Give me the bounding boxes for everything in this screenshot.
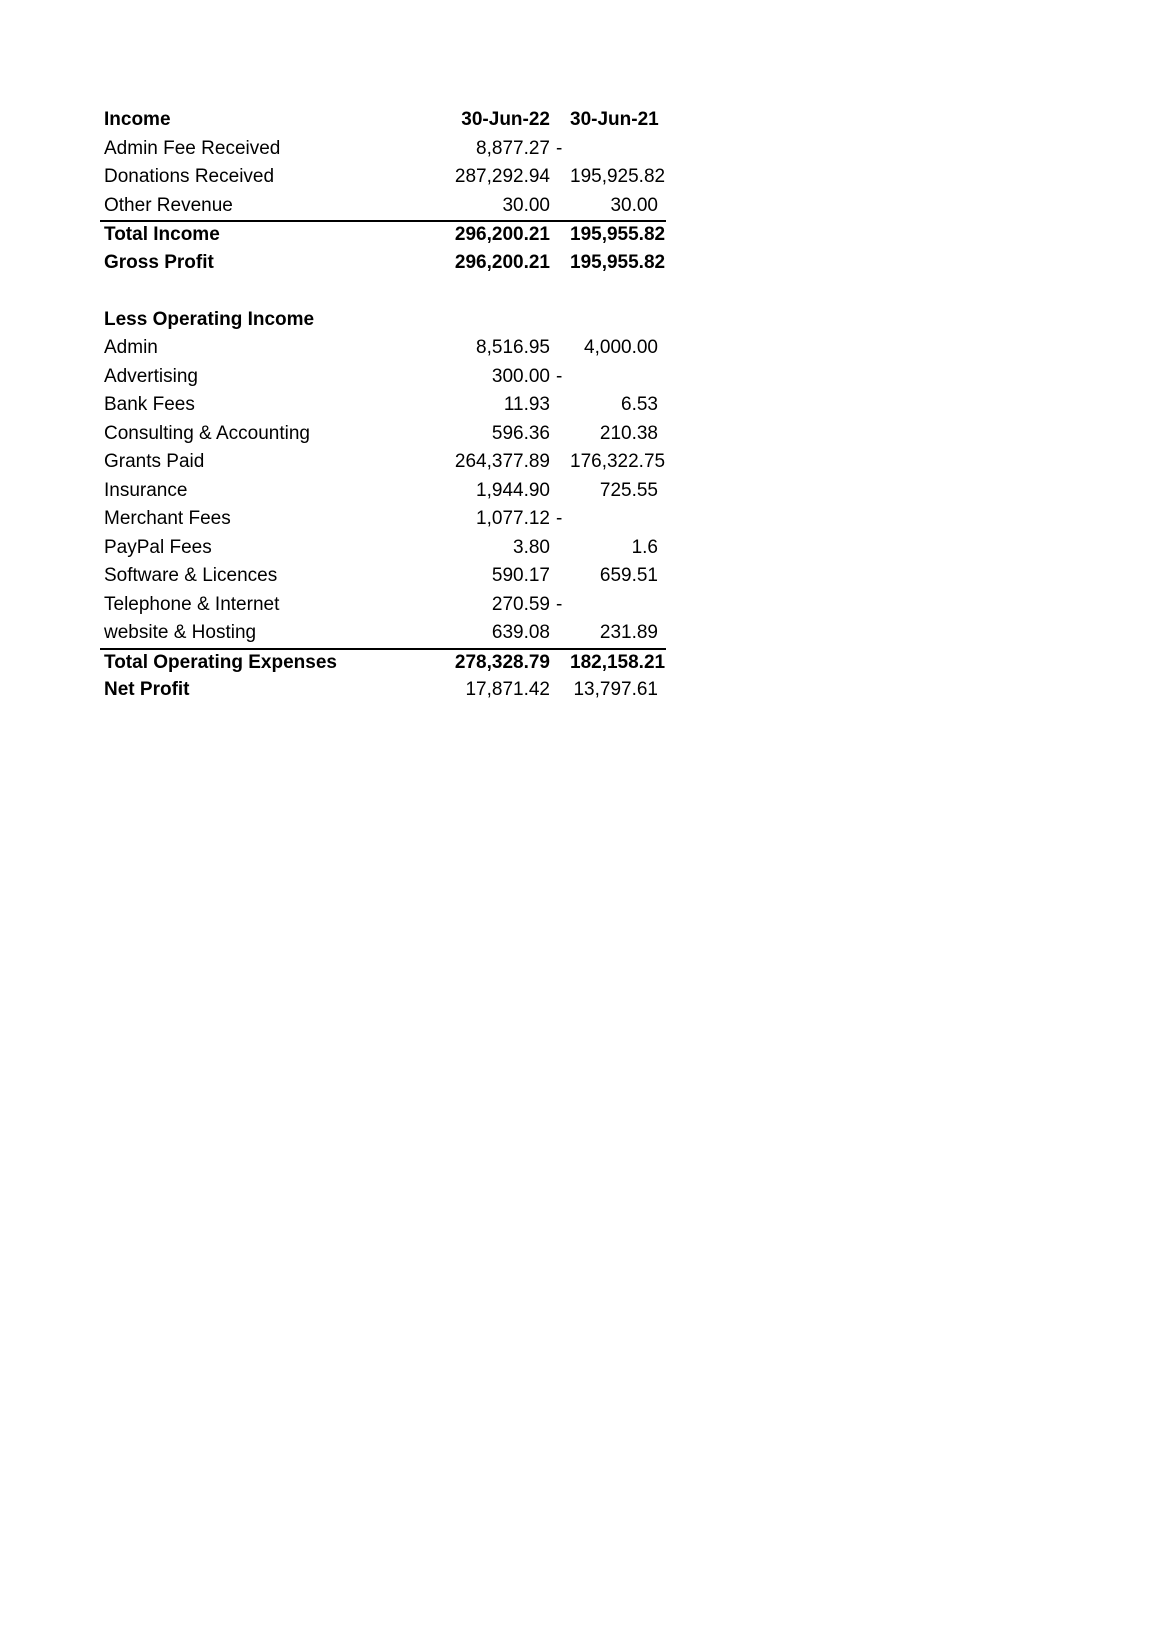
line-item-label: Admin Fee Received (104, 137, 281, 159)
net-profit-2021: 13,797.61 (573, 679, 658, 700)
expense-row (100, 619, 666, 648)
amount-2021: 176,322.75 (570, 451, 666, 472)
expense-row (100, 591, 666, 620)
amount-2021: 725.55 (599, 479, 658, 501)
amount-2022: 3.80 (513, 536, 550, 558)
total-income-2021: 195,955.82 (570, 224, 666, 245)
line-item-label: Advertising (104, 365, 198, 387)
amount-2022: 1,944.90 (476, 479, 550, 501)
column-header-2021: 30-Jun-21 (570, 109, 659, 130)
gross-profit-row (100, 249, 666, 278)
total-expenses-2021: 182,158.21 (570, 651, 666, 673)
amount-2021: 195,925.82 (570, 166, 666, 187)
income-row (100, 135, 666, 164)
gross-profit-2021: 195,955.82 (570, 251, 666, 273)
gross-profit-label: Gross Profit (104, 251, 214, 273)
header-row (100, 106, 666, 135)
net-profit-row (100, 676, 666, 705)
line-item-label: Merchant Fees (104, 508, 231, 529)
line-item-label: Bank Fees (104, 394, 195, 415)
amount-2021: 1.6 (631, 536, 658, 558)
amount-2022: 287,292.94 (454, 166, 550, 187)
amount-2022: 300.00 (491, 365, 550, 387)
amount-2022: 590.17 (491, 565, 550, 586)
amount-2022: 30.00 (502, 194, 550, 216)
gross-profit-2022: 296,200.21 (454, 251, 550, 273)
expense-row (100, 334, 666, 363)
expenses-heading: Less Operating Income (104, 308, 315, 330)
blank-row (100, 277, 666, 306)
line-item-label: PayPal Fees (104, 536, 212, 558)
line-item-label: Consulting & Accounting (104, 422, 310, 444)
amount-2021: 231.89 (599, 622, 658, 643)
nil-marker: - (556, 365, 563, 387)
amount-2022: 639.08 (491, 622, 550, 643)
line-item-label: Grants Paid (104, 451, 205, 472)
total-income-label: Total Income (104, 224, 220, 245)
net-profit-2022: 17,871.42 (465, 679, 550, 700)
line-item-label: Admin (104, 337, 158, 358)
line-item-label: Telephone & Internet (104, 593, 280, 615)
amount-2022: 596.36 (491, 422, 550, 444)
expense-row (100, 562, 666, 591)
income-row (100, 163, 666, 192)
amount-2022: 264,377.89 (454, 451, 550, 472)
profit-and-loss-statement (100, 106, 666, 705)
amount-2021: 30.00 (610, 194, 658, 216)
amount-2021: 210.38 (599, 422, 658, 444)
expense-row (100, 534, 666, 563)
income-row (100, 192, 666, 221)
nil-marker: - (556, 137, 563, 159)
amount-2021: 4,000.00 (584, 337, 658, 358)
expense-row (100, 477, 666, 506)
line-item-label: Donations Received (104, 166, 275, 187)
expense-rows (100, 334, 666, 648)
amount-2021: 6.53 (621, 394, 658, 415)
amount-2022: 1,077.12 (476, 508, 550, 529)
expense-row (100, 505, 666, 534)
net-profit-label: Net Profit (104, 679, 190, 700)
amount-2022: 8,877.27 (476, 137, 550, 159)
amount-2021: 659.51 (599, 565, 658, 586)
line-item-label: Software & Licences (104, 565, 278, 586)
expenses-heading-row (100, 306, 666, 335)
total-expenses-2022: 278,328.79 (454, 651, 550, 673)
expense-row (100, 391, 666, 420)
line-item-label: website & Hosting (104, 622, 257, 643)
income-rows (100, 135, 666, 221)
line-item-label: Other Revenue (104, 194, 233, 216)
total-expenses-label: Total Operating Expenses (104, 651, 337, 673)
amount-2022: 8,516.95 (476, 337, 550, 358)
amount-2022: 270.59 (491, 593, 550, 615)
amount-2022: 11.93 (503, 394, 550, 415)
expense-row (100, 420, 666, 449)
total-income-2022: 296,200.21 (454, 224, 550, 245)
expense-row (100, 448, 666, 477)
total-income-row (100, 220, 666, 249)
nil-marker: - (556, 593, 563, 615)
column-header-2022: 30-Jun-22 (461, 109, 550, 130)
total-expenses-row (100, 648, 666, 677)
nil-marker: - (556, 508, 563, 529)
income-heading: Income (104, 109, 171, 130)
expense-row (100, 363, 666, 392)
line-item-label: Insurance (104, 479, 188, 501)
